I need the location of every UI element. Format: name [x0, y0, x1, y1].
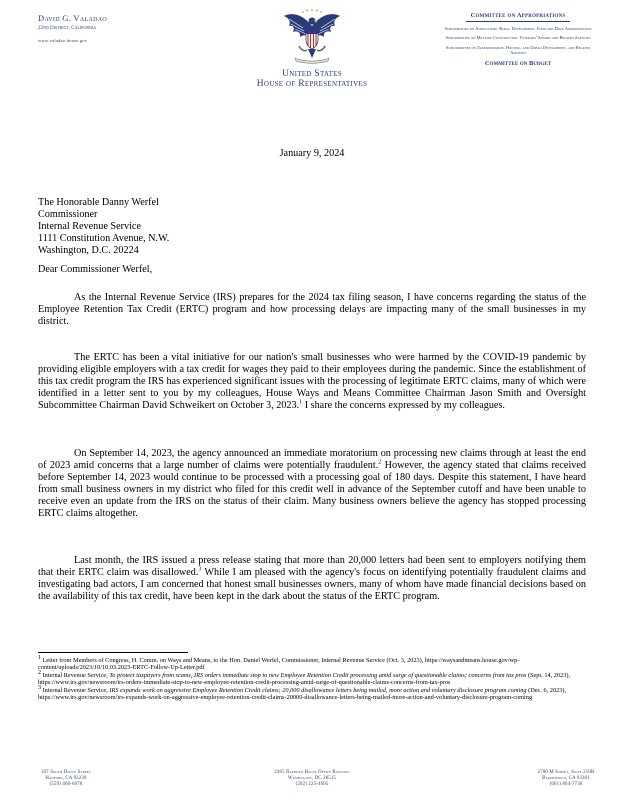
office-phone: (559) 460-6070 — [49, 782, 83, 787]
recipient-name: The Honorable Danny Werfel — [38, 197, 159, 208]
recipient-agency: Internal Revenue Service — [38, 221, 141, 232]
footnote-link[interactable]: (Dec. 6, 2023), https://www.irs.gov/newsroom/irs-expands-work-on-aggressive-employee-retention-credit-claims-20000-disallowance-letters-being-mailed-more-action-and-voluntary-disclosure-program-coming — [38, 686, 567, 702]
office-bakersfield — [520, 770, 612, 788]
footnote-link[interactable]: (Sept. 14, 2023), https://www.irs.gov/newsroom/irs-orders-immediate-stop-to-new-employee-retention-credit-processing-amid-surge-of-questionable-claims-concerns-from-tax-pros — [38, 671, 571, 687]
paragraph-text: As the Internal Revenue Service (IRS) prepares for the 2024 tax filing season, I have concerns regarding the status of the Employee Retention Tax Credit (ERTC) program and how processing delays are impacting many of the small businesses in my district. — [38, 292, 586, 327]
footnote-divider — [38, 652, 188, 653]
house-letterhead — [246, 6, 378, 89]
footnote-1 — [38, 654, 590, 672]
footnote-number: 1 — [38, 654, 41, 661]
footnote-2 — [38, 669, 590, 687]
subcommittee-item: Subcommittee on Transportation, Housing, and Urban Development, and Related Agencies — [445, 44, 591, 56]
paragraph-text: However, the agency stated that claims received before September 14, 2023 would continue to be processed with a processing goal of 180 days. Despite this statement, I have heard from small business owners in my district who filed for this credit well in advance of the September cutoff and have been unable to receive even an update from the IRS on the status of their claim. Many business owners believe the agency has stopped processing ERTC claims altogether. — [38, 460, 586, 519]
footnote-ref[interactable]: 2 — [378, 459, 382, 466]
paragraph-1 — [38, 292, 586, 328]
office-city: Washington, DC 20515 — [287, 776, 337, 781]
committee-divider — [466, 21, 570, 22]
recipient-street: 1111 Constitution Avenue, N.W. — [38, 233, 170, 244]
subcommittee-item: Subcommittee on Military Construction, Veterans' Affairs and Related Agencies — [445, 35, 591, 41]
member-district: 22nd District, California — [38, 26, 97, 31]
paragraph-2 — [38, 352, 586, 412]
office-phone: (202) 225-4695 — [295, 782, 329, 787]
paragraph-text: The ERTC has been a vital initiative for our nation's small businesses who were harmed by the COVID-19 pandemic by providing eligible employers with a tax credit for wages they paid to their employees during the pandemic. Since the establishment of this tax credit program the IRS has experienced significant issues with the processing of legitimate ERTC claims, many of which were identified in a letter sent to you by my colleagues, House Ways and Means Committee Chairman Jason Smith and Oversight Subcommittee Chairman David Schweikert on October 3, 2023. — [38, 352, 586, 411]
recipient-title: Commissioner — [38, 209, 98, 220]
footnote-text: Internal Revenue Service, — [41, 671, 110, 679]
paragraph-4 — [38, 555, 586, 603]
recipient-address — [38, 197, 169, 257]
letterhead-house-of-representatives: House of Representatives — [256, 79, 368, 89]
committee-budget: Committee on Budget — [484, 59, 552, 67]
footnote-text: Letter from Members of Congress, H. Comm. on Ways and Means, to the Hon. Daniel Werfel, Commissioner, Internal Revenue Service (Oct. 3, 2023), https://waysandmeans.house.gov/wp-content/uploads/2023/10/10.03.2023-ERTC-Follow-Up-Letter.pdf — [38, 657, 520, 672]
office-city: Hanford, CA 93230 — [45, 776, 87, 781]
paragraph-text: I share the concerns expressed by my colleagues. — [302, 400, 505, 411]
paragraph-text: On September 14, 2023, the agency announced an immediate moratorium on processing new claims through at least the end of 2023 amid concerns that a large number of claims were potentially fraudulent. — [38, 448, 586, 471]
salutation: Dear Commissioner Werfel, — [38, 264, 153, 275]
office-phone: (661) 864-7736 — [549, 782, 583, 787]
footnote-ref[interactable]: 1 — [299, 399, 303, 406]
member-name: David G. Valadao — [38, 13, 107, 23]
footnotes — [38, 654, 590, 702]
subcommittee-item: Subcommittee on Agriculture, Rural Development, Food and Drug Administration — [444, 26, 592, 31]
member-website: www.valadao.house.gov — [38, 38, 88, 43]
office-street: 2465 Rayburn House Office Building — [274, 770, 350, 775]
footnote-text: Internal Revenue Service, — [41, 686, 110, 694]
footnote-ref[interactable]: 3 — [198, 566, 202, 573]
office-city: Bakersfield, CA 93301 — [542, 776, 590, 781]
paragraph-text: Last month, the IRS issued a press release stating that more than 20,000 letters had been sent to employers notifying them that their ERTC claim was disallowed. — [38, 555, 586, 578]
footnote-number: 2 — [38, 669, 41, 676]
footnote-3 — [38, 684, 590, 702]
member-info — [38, 13, 107, 43]
office-washington — [242, 770, 382, 788]
footnote-title: IRS expands work on aggressive Employee Retention Credit claims; 20,000 disallowance letters being mailed, more action and voluntary disclosure program coming — [109, 686, 527, 694]
office-hanford — [20, 770, 112, 788]
committee-info — [438, 12, 598, 67]
committee-appropriations: Committee on Appropriations — [470, 12, 566, 19]
office-street: 2700 M Street, Suite 250B — [537, 770, 595, 775]
letterhead-united-states: United States — [282, 69, 342, 79]
letter-date: January 9, 2024 — [279, 148, 345, 159]
footnote-number: 3 — [38, 684, 41, 691]
paragraph-3 — [38, 448, 586, 520]
office-street: 107 South Douty Street — [41, 770, 91, 775]
paragraph-text: While I am pleased with the agency's focus on identifying potentially fraudulent claims and investigating bad actors, I am concerned that honest small businesses owners, many of whom have made financial decisions based on the availability of this tax credit, have been kept in the dark about the status of the ERTC program. — [38, 567, 586, 602]
recipient-city: Washington, D.C. 20224 — [38, 245, 139, 256]
house-seal-eagle-icon — [281, 6, 343, 66]
footnote-title: To protect taxpayers from scams, IRS orders immediate stop to new Employee Retention Credit processing amid surge of questionable claims; concerns from tax pros — [109, 671, 527, 679]
